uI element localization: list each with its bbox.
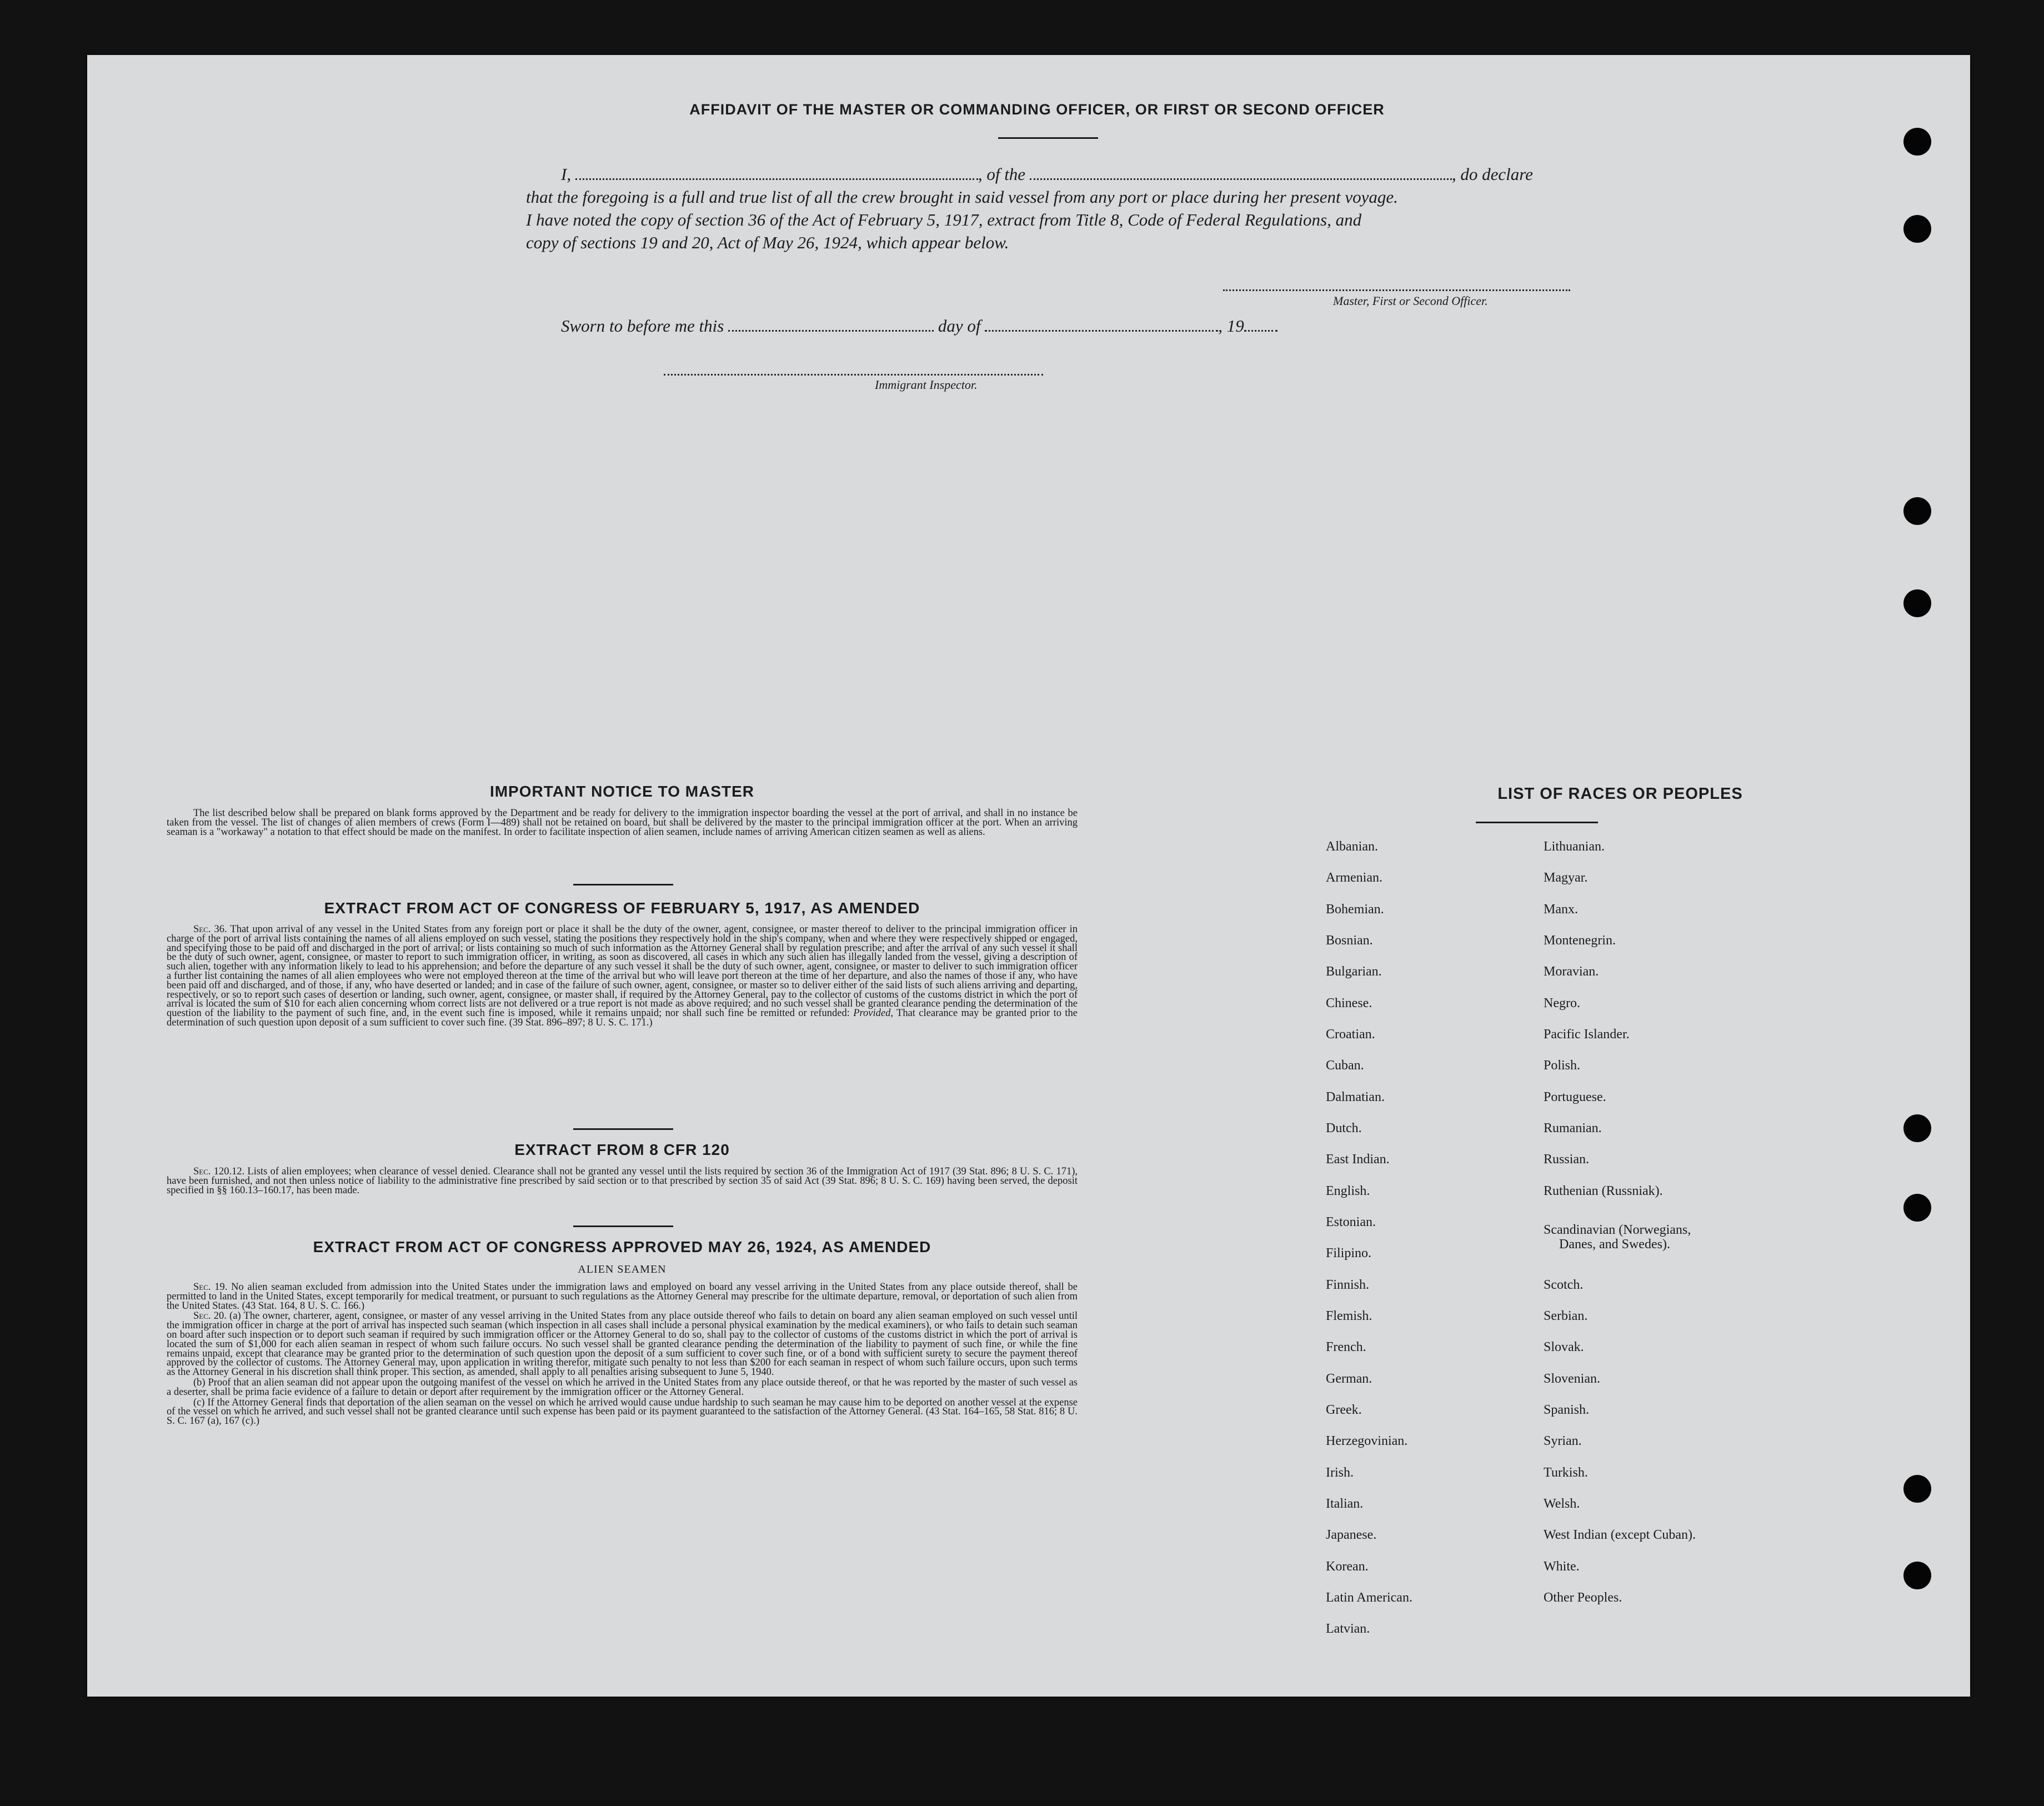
- sec-19-label: Sec. 19.: [193, 1282, 228, 1293]
- section-20c: (c) If the Attorney General finds that deportation of the alien seaman on the vessel on which he arrived would cause undue hardship to such seaman he may cause him to be deported on another vessel at the expense of the vessel on which he arrived, and such vessel shall not be granted clearance until such expense has been paid or its payment guaranteed to the satisfaction of the Attorney General. (43 Stat. 164–165, 58 Stat. 816; 8 U. S. C. 167 (a), 167 (c).): [167, 1397, 1078, 1427]
- race-item: Irish.: [1326, 1465, 1354, 1480]
- race-item: Pacific Islander.: [1544, 1027, 1630, 1042]
- race-item: Chinese.: [1326, 996, 1372, 1010]
- notice-title: IMPORTANT NOTICE TO MASTER: [489, 783, 755, 800]
- punch-hole: [1903, 1475, 1931, 1503]
- extract-1917-title: EXTRACT FROM ACT OF CONGRESS OF FEBRUARY 5, 1917, AS AMENDED: [324, 899, 920, 917]
- race-item: Finnish.: [1326, 1278, 1370, 1292]
- race-item: Other Peoples.: [1544, 1590, 1622, 1605]
- sec-36-end: That clearance may be granted prior to the determination of such question upon deposit of a sum sufficient to cover such fine. (39 Stat. 896–897; 8 U. S. C. 171.): [167, 1008, 1078, 1028]
- vessel-field[interactable]: [1030, 166, 1452, 180]
- section-19: [167, 1283, 1078, 1310]
- race-item: Spanish.: [1544, 1403, 1590, 1417]
- sec-36-text: That upon arrival of any vessel in the United States from any foreign port or place it shall be the duty of the owner, agent, consignee, or master thereof to deliver to the principal immigration officer in charge of the port of arrival lists containing the names of all aliens employed on such vessel, stating the positions they respectively hold in the ship's company, when and where they were respectively shipped or engaged, and specifying those to be paid off and discharged in the port of arrival; or lists containing so much of such information as the Attorney General shall by regulation prescribe; and after the arrival of any such vessel it shall be the duty of such owner, agent, consignee, or master to report to such immigration officer, in writing, as soon as discovered, all cases in which any such alien has illegally landed from the vessel, giving a description of such alien, together with any information likely to lead to his apprehension; and before the departure of any such vessel it shall be the duty of such owner, agent, consignee, or master to deliver to such immigration officer a further list containing the names of all alien employees who were not employed thereon at the time of the arrival but who will leave port thereon at the time of her departure, and also the names of those if any, who have been paid off and discharged, and of those, if any, who have deserted or landed; and in case of the failure of such owner, agent, consignee, or master so to deliver either of the said lists of such aliens arriving and departing, respectively, or so to report such cases of desertion or landing, such owner, agent, consignee, or master shall, if required by the Attorney General, pay to the collector of customs of the customs district in which the port of arrival is located the sum of $10 for each alien concerning whom correct lists are not delivered or a true report is not made as above required; and no such vessel shall be granted clearance pending the determination of the question of the liability to the payment of such fine, and, in the event such fine is imposed, while it remains unpaid; nor shall such fine be remitted or refunded:: [167, 924, 1078, 1019]
- race-item: French.: [1326, 1340, 1366, 1354]
- sworn-line: [561, 316, 1278, 336]
- race-item: Portuguese.: [1544, 1090, 1606, 1104]
- inspector-caption: Immigrant Inspector.: [875, 378, 978, 392]
- race-item: Armenian.: [1326, 871, 1382, 885]
- race-item: Japanese.: [1326, 1528, 1377, 1542]
- extract-1924-text: [167, 1283, 1078, 1427]
- sec-120-text: Lists of alien employees; when clearance of vessel denied. Clearance shall not be granted any vessel until the lists required by section 36 of the Immigration Act of 1917 (39 Stat. 896; 8 U. S. C. 171), have been furnished, and not then unless notice of liability to the administrative fine prescribed by said section or to that prescribed by section 35 of said Act (39 Stat. 896; 8 U. S. C. 169) having been served, the deposit specified in §§ 160.13–160.17, has been made.: [167, 1166, 1078, 1196]
- race-item: East Indian.: [1326, 1152, 1390, 1167]
- race-item: Bosnian.: [1326, 933, 1373, 948]
- sworn-label: Sworn to before me this: [561, 316, 724, 336]
- race-item: White.: [1544, 1559, 1580, 1574]
- race-item: Albanian.: [1326, 839, 1378, 854]
- alien-seamen-subtitle: ALIEN SEAMEN: [578, 1263, 667, 1275]
- sworn-year-field[interactable]: [1244, 318, 1278, 332]
- line1-of: , of the: [978, 164, 1026, 184]
- master-signature-field[interactable]: [1223, 277, 1570, 291]
- extract-cfr-title: EXTRACT FROM 8 CFR 120: [514, 1141, 730, 1158]
- race-item: Negro.: [1544, 996, 1580, 1010]
- race-item: Turkish.: [1544, 1465, 1588, 1480]
- provided-label: Provided,: [853, 1008, 893, 1019]
- declaration-line-3: I have noted the copy of section 36 of the Act of February 5, 1917, extract from Title 8, Code of Federal Regulations, and: [526, 210, 1362, 229]
- race-item: Estonian.: [1326, 1215, 1376, 1229]
- divider: [573, 884, 673, 886]
- race-item: Italian.: [1326, 1497, 1364, 1511]
- race-item: Scandinavian (Norwegians,: [1544, 1223, 1691, 1237]
- race-item: Dalmatian.: [1326, 1090, 1385, 1104]
- race-item: Magyar.: [1544, 871, 1588, 885]
- race-item: Bohemian.: [1326, 902, 1384, 917]
- sec-36-label: Sec. 36.: [193, 924, 227, 935]
- day-of-label: day of: [938, 316, 981, 336]
- punch-hole: [1903, 128, 1931, 156]
- notice-paragraph: The list described below shall be prepared on blank forms approved by the Department and be ready for delivery to the immigration inspector boarding the vessel at the port of arrival, and shall in no instance be taken from the vessel. The list of changes of alien members of crews (Form I—489) shall not be retained on board, but shall be delivered by the master to the principal immigration officer at the port. When an arriving seaman is a "workaway" a notation to that effect should be made on the manifest. In order to facilitate inspection of alien seamen, include names of arriving American citizen seamen as well as aliens.: [167, 808, 1078, 838]
- race-item: Croatian.: [1326, 1027, 1375, 1042]
- race-item: Greek.: [1326, 1403, 1362, 1417]
- sec-20-text: (a) The owner, charterer, agent, consignee, or master of any vessel arriving in the United States from any place outside thereof who fails to detain on board any alien seaman employed on such vessel until the immigration officer in charge at the port of arrival has inspected such seaman (which inspection in all cases shall include a personal physical examination by the medical examiners), or who fails to detain such seaman on board after such inspection or to deport such seaman if required by such immigration officer or the Attorney General to do so, shall pay to the collector of customs of the customs district in which the port of arrival is located the sum of $1,000 for each alien seaman in respect of whom such failure occurs. No such vessel shall be granted clearance pending the determination of the liability to payment of such fine, or while the fine remains unpaid, except that clearance may be granted prior to the determination of such question upon the deposit of a sum sufficient to cover such fine, or of a bond with sufficient surety to secure the payment thereof approved by the collector of customs. The Attorney General may, upon application in writing therefor, mitigate such penalty to not less than $200 for each seaman in respect of whom such failure occurs, upon such terms as the Attorney General in his discretion shall think proper. This section, as amended, shall apply to all penalties arising subsequent to June 5, 1940.: [167, 1310, 1078, 1378]
- race-item: Syrian.: [1544, 1434, 1582, 1448]
- divider: [1476, 822, 1598, 823]
- inspector-signature-field[interactable]: [664, 362, 1043, 376]
- race-item: Latvian.: [1326, 1622, 1370, 1636]
- section-36: [167, 925, 1078, 1028]
- declaration-line-2: that the foregoing is a full and true list of all the crew brought in said vessel from any port or place during her present voyage.: [526, 187, 1398, 207]
- race-item: Scotch.: [1544, 1278, 1584, 1292]
- race-item: West Indian (except Cuban).: [1544, 1528, 1696, 1542]
- extract-1917-text: [167, 925, 1078, 1029]
- declaration-line-4: copy of sections 19 and 20, Act of May 26, 1924, which appear below.: [526, 233, 1009, 252]
- punch-hole: [1903, 1194, 1931, 1222]
- race-item: Slovak.: [1544, 1340, 1584, 1354]
- race-item: Serbian.: [1544, 1309, 1588, 1323]
- race-item: Welsh.: [1544, 1497, 1580, 1511]
- extract-cfr-text: [167, 1167, 1078, 1196]
- section-20b: (b) Proof that an alien seaman did not appear upon the outgoing manifest of the vessel on which he arrived in the United States from any place outside thereof, or that he was reported by the master of such vessel as a deserter, shall be prima facie evidence of a failure to detain or deport after requirement by the immigration officer or the Attorney General.: [167, 1377, 1078, 1398]
- line1-i: I,: [561, 164, 572, 184]
- year-label: , 19: [1218, 316, 1244, 336]
- race-item: Flemish.: [1326, 1309, 1372, 1323]
- race-item: Danes, and Swedes).: [1559, 1237, 1670, 1252]
- notice-text: [167, 809, 1078, 838]
- race-item: Filipino.: [1326, 1246, 1372, 1260]
- race-item: Montenegrin.: [1544, 933, 1616, 948]
- punch-hole: [1903, 1114, 1931, 1142]
- race-item: Slovenian.: [1544, 1372, 1600, 1386]
- affidavit-title: AFFIDAVIT OF THE MASTER OR COMMANDING OFFICER, OR FIRST OR SECOND OFFICER: [689, 101, 1385, 118]
- race-item: Manx.: [1544, 902, 1578, 917]
- race-item: Moravian.: [1544, 964, 1599, 979]
- race-item: Lithuanian.: [1544, 839, 1605, 854]
- form-page: [87, 55, 1970, 1697]
- punch-hole: [1903, 1562, 1931, 1589]
- sworn-day-field[interactable]: [728, 318, 934, 332]
- line1-end: , do declare: [1451, 164, 1533, 184]
- race-item: Korean.: [1326, 1559, 1369, 1574]
- race-item: Russian.: [1544, 1152, 1590, 1167]
- race-item: Rumanian.: [1544, 1121, 1602, 1135]
- sec-19-text: No alien seaman excluded from admission into the United States under the immigration laws and employed on board any vessel arriving in the United States from any place outside thereof, shall be permitted to land in the United States, except temporarily for medical treatment, or pursuant to such regulations as the Attorney General may prescribe for the ultimate departure, removal, or deportation of such alien from the United States. (43 Stat. 164, 8 U. S. C. 166.): [167, 1282, 1078, 1312]
- race-item: Bulgarian.: [1326, 964, 1382, 979]
- divider: [573, 1225, 673, 1227]
- race-item: Ruthenian (Russniak).: [1544, 1184, 1663, 1198]
- divider: [998, 137, 1098, 139]
- race-item: Herzegovinian.: [1326, 1434, 1408, 1448]
- declaration-line-1: [561, 164, 1533, 184]
- master-caption: Master, First or Second Officer.: [1333, 294, 1488, 308]
- name-field[interactable]: [575, 166, 978, 180]
- race-item: German.: [1326, 1372, 1372, 1386]
- extract-1924-title: EXTRACT FROM ACT OF CONGRESS APPROVED MAY 26, 1924, AS AMENDED: [313, 1238, 931, 1255]
- sworn-month-field[interactable]: [985, 318, 1218, 332]
- section-20a: [167, 1312, 1078, 1377]
- race-item: Polish.: [1544, 1058, 1581, 1073]
- race-item: Dutch.: [1326, 1121, 1362, 1135]
- races-title: LIST OF RACES OR PEOPLES: [1497, 785, 1743, 803]
- punch-hole: [1903, 497, 1931, 525]
- sec-20-label: Sec. 20.: [193, 1310, 227, 1322]
- punch-hole: [1903, 589, 1931, 617]
- divider: [573, 1128, 673, 1130]
- race-item: Cuban.: [1326, 1058, 1364, 1073]
- sec-120-label: Sec. 120.12.: [193, 1166, 245, 1177]
- section-120-12: [167, 1167, 1078, 1195]
- race-item: English.: [1326, 1184, 1370, 1198]
- punch-hole: [1903, 215, 1931, 243]
- race-item: Latin American.: [1326, 1590, 1412, 1605]
